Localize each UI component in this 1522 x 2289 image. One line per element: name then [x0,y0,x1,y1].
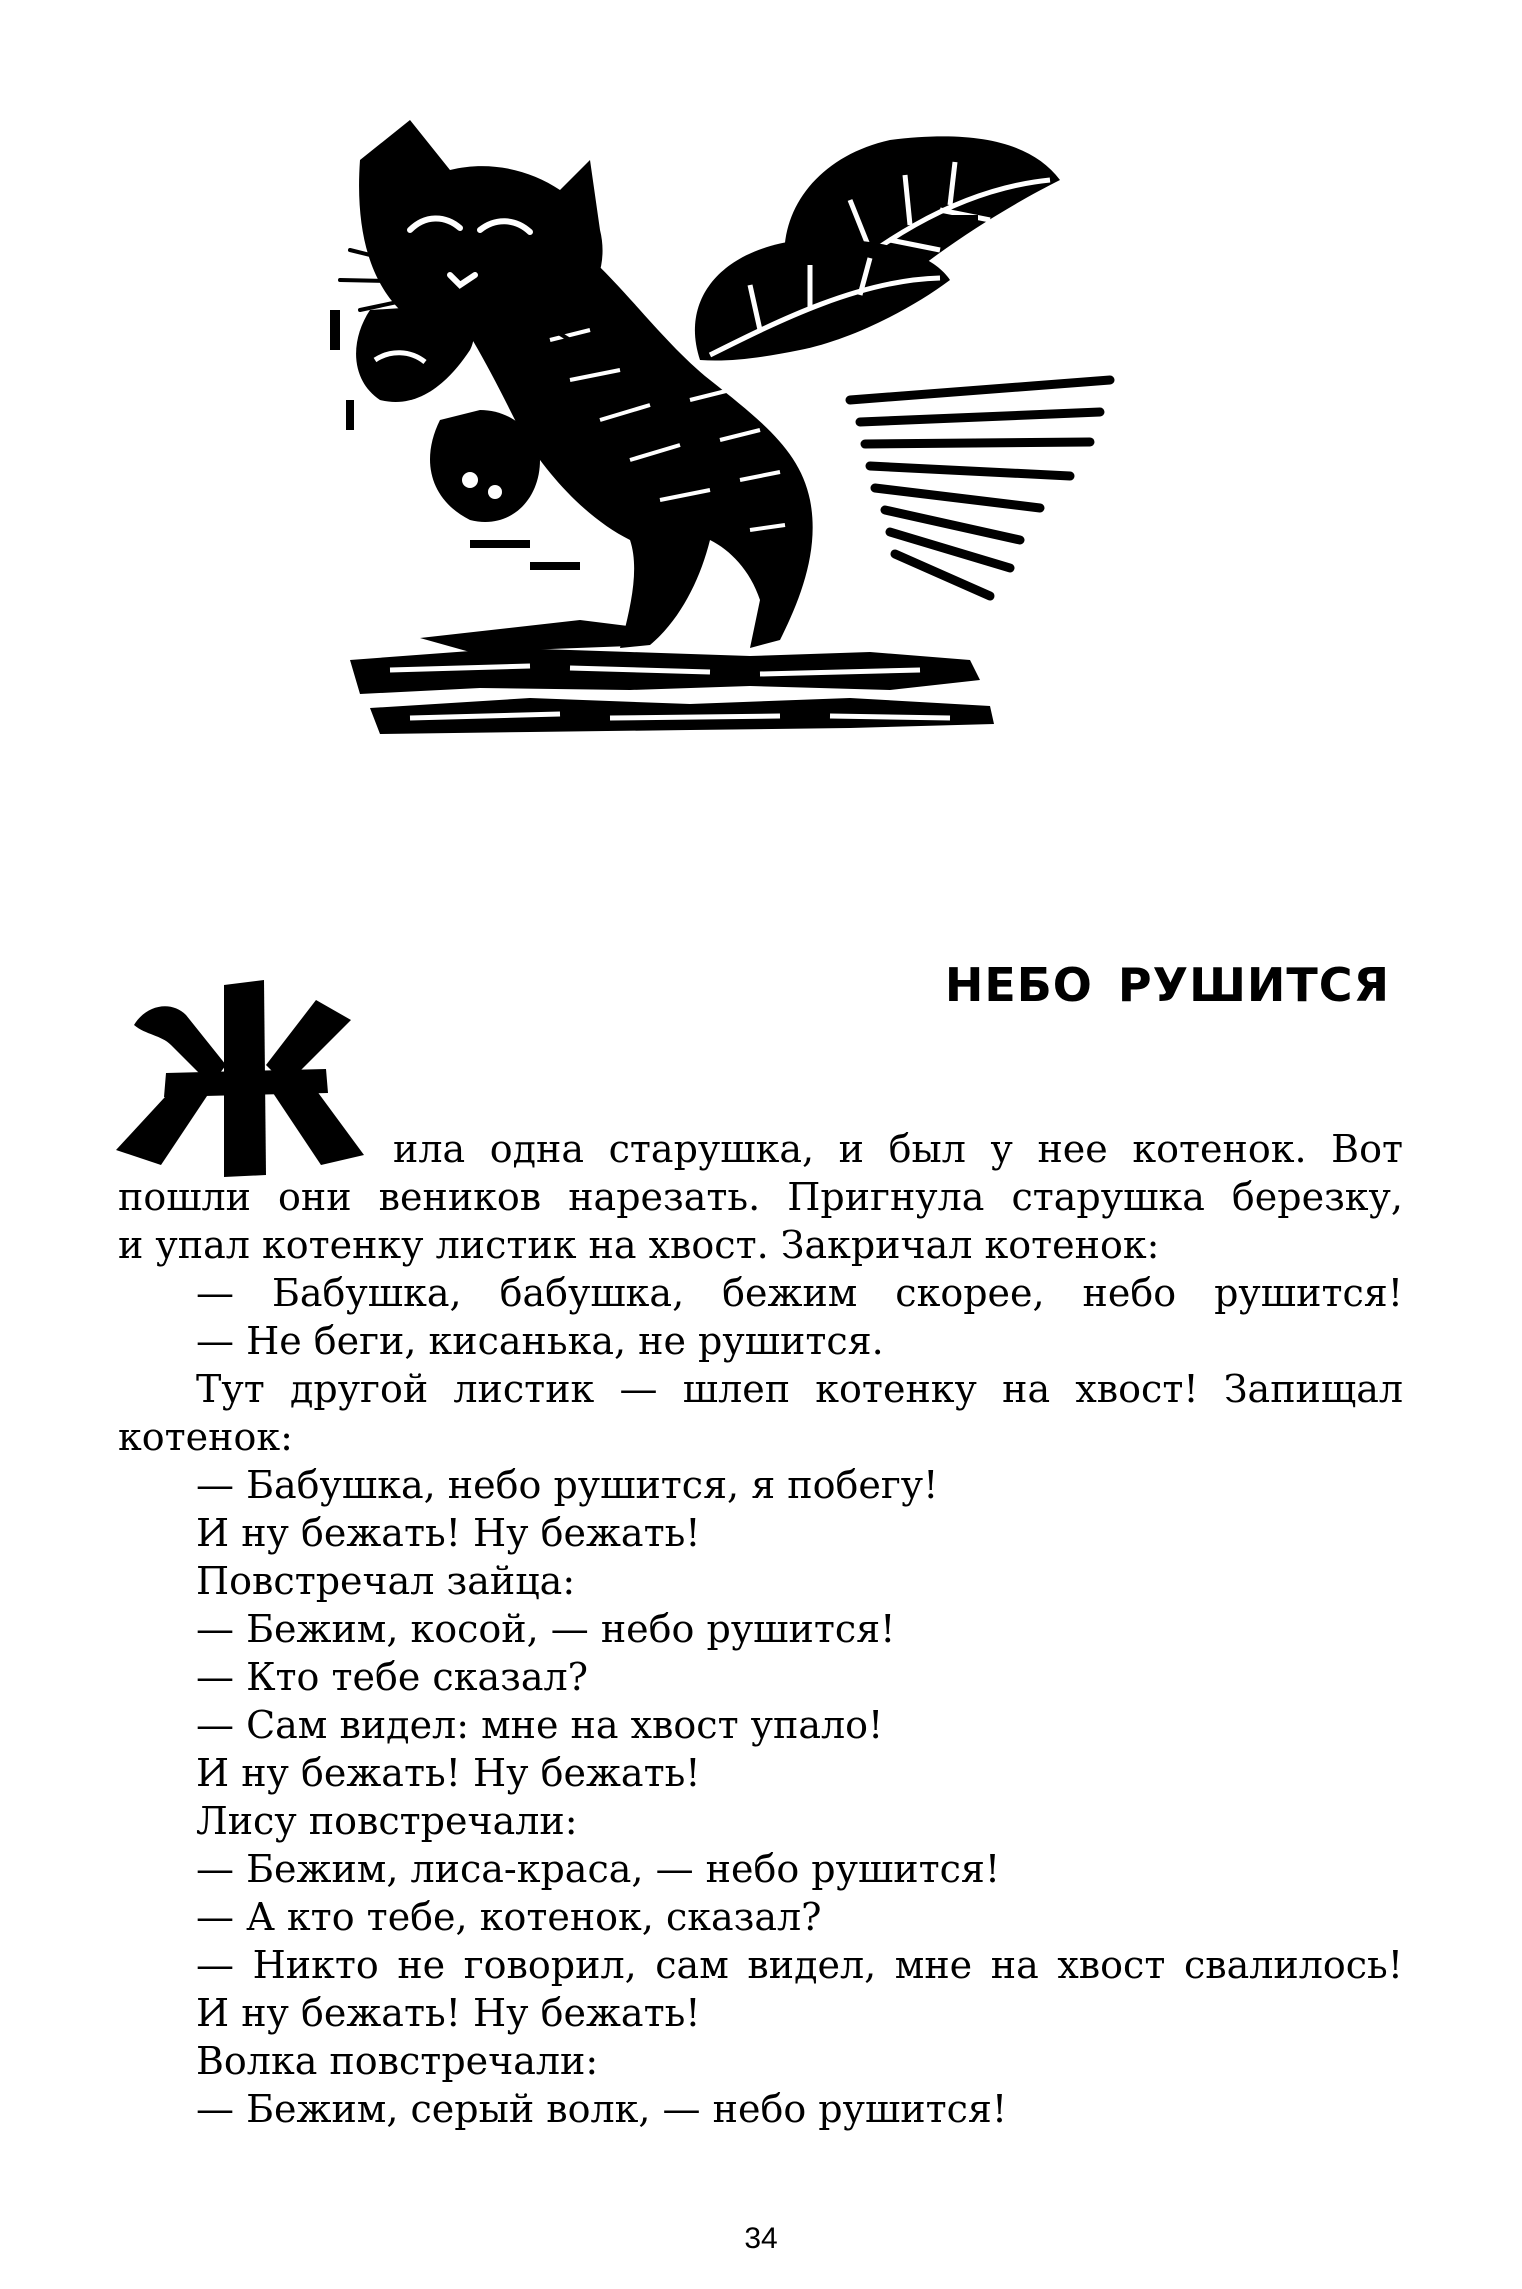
text-line: — Бабушка, бабушка, бежим скорее, небо рушится! [196,1271,1403,1315]
text-line: — Сам видел: мне на хвост упало! [196,1703,884,1747]
story-title: НЕБО РУШИТСЯ [944,958,1390,1012]
text-line: — Бежим, косой, — небо рушится! [196,1607,896,1651]
text-line: И ну бежать! Ну бежать! [196,1991,701,2035]
page-number: 34 [744,2222,778,2255]
text-line: Лису повстречали: [196,1799,578,1843]
text-line: И ну бежать! Ну бежать! [196,1751,701,1795]
text-line: — Кто тебе сказал? [196,1655,589,1699]
text-line: и упал котенку листик на хвост. Закричал котенок: [118,1223,1160,1267]
text-line: — Никто не говорил, сам видел, мне на хвост свалилось! [196,1943,1403,1987]
text-line: ила одна старушка, и был у нее котенок. Вот [393,1127,1403,1171]
text-line: — Бабушка, небо рушится, я побегу! [196,1463,939,1507]
drop-cap-letter [116,965,366,1180]
text-line: Волка повстречали: [196,2039,599,2083]
text-line: — Бежим, серый волк, — небо рушится! [196,2087,1008,2131]
kitten-woodcut-illustration [330,100,1210,740]
text-line: пошли они веников нарезать. Пригнула старушка березку, [118,1175,1403,1219]
text-line: — Бежим, лиса-краса, — небо рушится! [196,1847,1001,1891]
text-line: Повстречал зайца: [196,1559,576,1603]
text-line: котенок: [118,1415,293,1459]
text-line: — А кто тебе, котенок, сказал? [196,1895,822,1939]
text-line: Тут другой листик — шлеп котенку на хвост! Запищал [196,1367,1403,1411]
text-line: И ну бежать! Ну бежать! [196,1511,701,1555]
text-line: — Не беги, кисанька, не рушится. [196,1319,884,1363]
